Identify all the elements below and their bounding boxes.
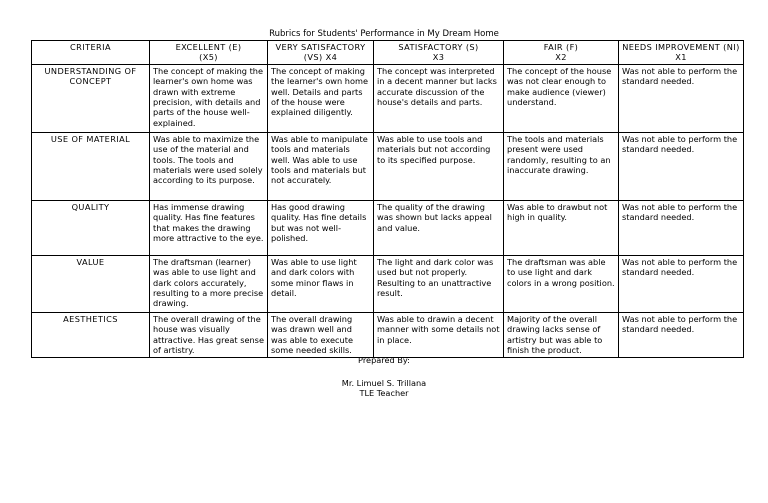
header-criteria: CRITERIA xyxy=(32,41,150,65)
satisfactory-cell: The light and dark color was used but not properly. Resulting to an unattractive result. xyxy=(374,255,504,312)
page-title: Rubrics for Students' Performance in My Dream Home xyxy=(269,29,499,39)
header-satisfactory: SATISFACTORY (S) X3 xyxy=(374,41,504,65)
satisfactory-cell: Was able to drawin a decent manner with some details not in place. xyxy=(374,312,504,357)
very-satisfactory-cell: Was able to use light and dark colors with some minor flaws in detail. xyxy=(268,255,374,312)
needs-improvement-cell: Was not able to perform the standard needed. xyxy=(619,132,744,200)
satisfactory-cell: The quality of the drawing was shown but lacks appeal and value. xyxy=(374,200,504,255)
excellent-cell: Has immense drawing quality. Has fine features that makes the drawing more attractive to the eye. xyxy=(150,200,268,255)
teacher-name: Mr. Limuel S. Trillana xyxy=(341,378,427,388)
criteria-cell: QUALITY xyxy=(32,200,150,255)
needs-improvement-cell: Was not able to perform the standard needed. xyxy=(619,64,744,132)
needs-improvement-cell: Was not able to perform the standard needed. xyxy=(619,312,744,357)
needs-improvement-cell: Was not able to perform the standard needed. xyxy=(619,200,744,255)
very-satisfactory-cell: Has good drawing quality. Has fine details but was not well-polished. xyxy=(268,200,374,255)
table-row xyxy=(32,312,744,357)
very-satisfactory-cell: Was able to manipulate tools and materials well. Was able to use tools and materials but not accurately. xyxy=(268,132,374,200)
satisfactory-cell: The concept was interpreted in a decent manner but lacks accurate discussion of the house's details and parts. xyxy=(374,64,504,132)
needs-improvement-cell: Was not able to perform the standard needed. xyxy=(619,255,744,312)
satisfactory-cell: Was able to use tools and materials but not according to its specified purpose. xyxy=(374,132,504,200)
table-row xyxy=(32,64,744,132)
header-fair: FAIR (F) X2 xyxy=(504,41,619,65)
rubric-table xyxy=(31,40,744,358)
excellent-cell: The overall drawing of the house was visually attractive. Has great sense of artistry. xyxy=(150,312,268,357)
criteria-cell: USE OF MATERIAL xyxy=(32,132,150,200)
table-row xyxy=(32,200,744,255)
fair-cell: The concept of the house was not clear enough to make audience (viewer) understand. xyxy=(504,64,619,132)
excellent-cell: The concept of making the learner's own home was drawn with extreme precision, with details and parts of the house well-explained. xyxy=(150,64,268,132)
criteria-cell: UNDERSTANDING OF CONCEPT xyxy=(32,64,150,132)
table-row xyxy=(32,255,744,312)
fair-cell: Majority of the overall drawing lacks sense of artistry but was able to finish the product. xyxy=(504,312,619,357)
fair-cell: The tools and materials present were used randomly, resulting to an inaccurate drawing. xyxy=(504,132,619,200)
fair-cell: Was able to drawbut not high in quality. xyxy=(504,200,619,255)
header-excellent: EXCELLENT (E) (X5) xyxy=(150,41,268,65)
very-satisfactory-cell: The overall drawing was drawn well and was able to execute some needed skills. xyxy=(268,312,374,357)
excellent-cell: Was able to maximize the use of the material and tools. The tools and materials were used solely according to its purpose. xyxy=(150,132,268,200)
header-row xyxy=(32,41,744,65)
excellent-cell: The draftsman (learner) was able to use light and dark colors accurately, resulting to a more precise drawing. xyxy=(150,255,268,312)
prepared-by-label: Prepared By: xyxy=(358,355,410,365)
criteria-cell: VALUE xyxy=(32,255,150,312)
criteria-cell: AESTHETICS xyxy=(32,312,150,357)
header-very-satisfactory: VERY SATISFACTORY (VS) X4 xyxy=(268,41,374,65)
header-needs-improvement: NEEDS IMPROVEMENT (NI) X1 xyxy=(619,41,744,65)
teacher-position: TLE Teacher xyxy=(359,388,409,398)
table-row xyxy=(32,132,744,200)
fair-cell: The draftsman was able to use light and dark colors in a wrong position. xyxy=(504,255,619,312)
very-satisfactory-cell: The concept of making the learner's own home well. Details and parts of the house were explained diligently. xyxy=(268,64,374,132)
